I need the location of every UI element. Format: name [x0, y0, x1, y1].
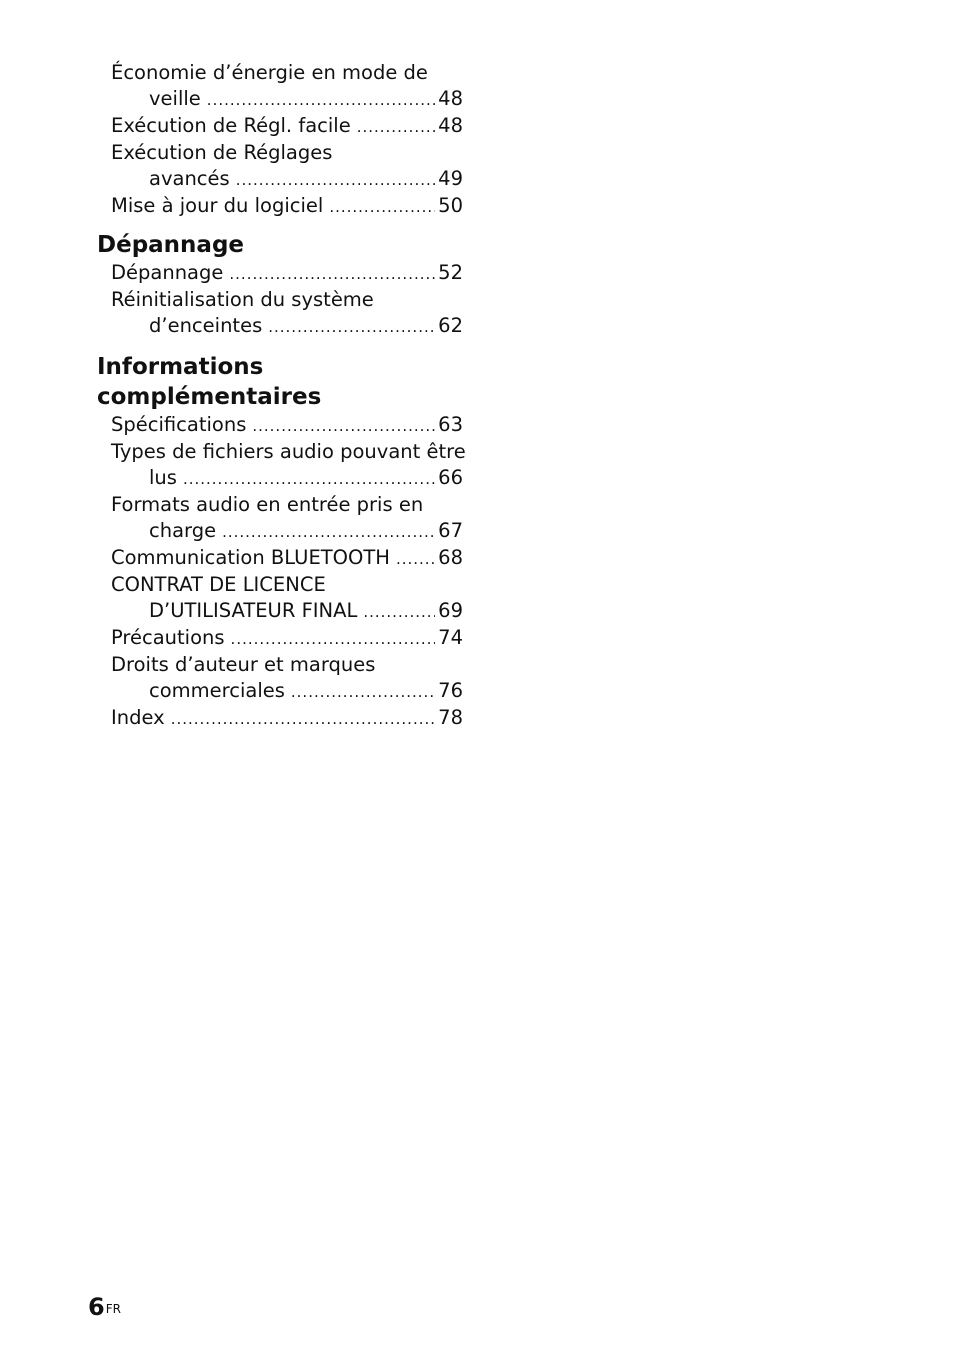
toc-page-number: 62 [438, 314, 463, 337]
toc-entry-text: commerciales [149, 679, 285, 702]
toc-entry-text: Réinitialisation du système [111, 288, 374, 311]
toc-entry-index[interactable] [111, 705, 463, 732]
toc-page-number: 76 [438, 679, 463, 702]
toc-entry-specifications[interactable] [111, 412, 463, 439]
dot-leader [329, 194, 435, 220]
toc-entry-text: CONTRAT DE LICENCE [111, 573, 326, 596]
toc-page-number: 78 [438, 706, 463, 729]
toc-entry-regl-facile[interactable] [111, 113, 463, 140]
section-heading-line: complémentaires [97, 384, 322, 410]
dot-leader [291, 679, 435, 705]
toc-entry-text: Communication BLUETOOTH [111, 546, 390, 569]
toc-page-number: 50 [438, 194, 463, 217]
page-folio [88, 1292, 121, 1322]
toc-entry-precautions[interactable] [111, 625, 463, 652]
toc-entry-bluetooth[interactable] [111, 545, 463, 572]
dot-leader [236, 167, 435, 193]
toc-entry-droits-auteur[interactable] [111, 652, 463, 705]
dot-leader [396, 546, 435, 572]
dot-leader [363, 599, 435, 625]
toc-entry-text: Précautions [111, 626, 225, 649]
toc-page-number: 74 [438, 626, 463, 649]
table-of-contents [97, 60, 466, 732]
toc-entry-text: d’enceintes [149, 314, 263, 337]
toc-entry-text: Spécifications [111, 413, 247, 436]
toc-page-number: 48 [438, 114, 463, 137]
toc-entry-text: veille [149, 87, 201, 110]
toc-entry-text: D’UTILISATEUR FINAL [149, 599, 358, 622]
toc-page-number: 48 [438, 87, 463, 110]
toc-entry-text: Exécution de Réglages [111, 141, 333, 164]
toc-entry-economie-energie[interactable] [111, 60, 463, 113]
toc-entry-text: lus [149, 466, 177, 489]
toc-entry-text: Économie d’énergie en mode de [111, 61, 428, 84]
toc-entry-reinitialisation[interactable] [111, 287, 463, 340]
dot-leader [231, 626, 436, 652]
toc-entry-text: Index [111, 706, 165, 729]
section-heading-depannage: Dépannage [97, 232, 245, 258]
toc-entry-text: avancés [149, 167, 230, 190]
toc-page-number: 69 [438, 599, 463, 622]
dot-leader [171, 706, 435, 732]
toc-page-number: 67 [438, 519, 463, 542]
toc-entry-text: Droits d’auteur et marques [111, 653, 376, 676]
dot-leader [183, 466, 435, 492]
folio-page-number: 6 [88, 1293, 105, 1321]
dot-leader [207, 87, 435, 113]
toc-entry-depannage[interactable] [111, 260, 463, 287]
toc-entry-text: Dépannage [111, 261, 224, 284]
dot-leader [229, 261, 435, 287]
dot-leader [268, 314, 435, 340]
section-heading-informations [97, 352, 463, 412]
toc-entry-types-fichiers[interactable] [111, 439, 466, 492]
toc-entry-formats-audio[interactable] [111, 492, 463, 545]
dot-leader [252, 413, 435, 439]
toc-entry-text: charge [149, 519, 217, 542]
folio-language-code: FR [105, 1302, 121, 1316]
toc-entry-text: Types de fichiers audio pouvant être [111, 440, 466, 463]
toc-page-number: 66 [438, 466, 463, 489]
toc-entry-mise-a-jour[interactable] [111, 193, 463, 220]
toc-entry-reglages-avances[interactable] [111, 140, 463, 193]
section-heading-line: Informations [97, 354, 264, 380]
dot-leader [357, 114, 435, 140]
toc-entry-text: Exécution de Régl. facile [111, 114, 351, 137]
toc-entry-contrat-licence[interactable] [111, 572, 463, 625]
toc-page-number: 49 [438, 167, 463, 190]
dot-leader [222, 519, 435, 545]
toc-page-number: 63 [438, 413, 463, 436]
toc-entry-text: Formats audio en entrée pris en [111, 493, 424, 516]
toc-page-number: 68 [438, 546, 463, 569]
toc-entry-text: Mise à jour du logiciel [111, 194, 324, 217]
toc-page-number: 52 [438, 261, 463, 284]
